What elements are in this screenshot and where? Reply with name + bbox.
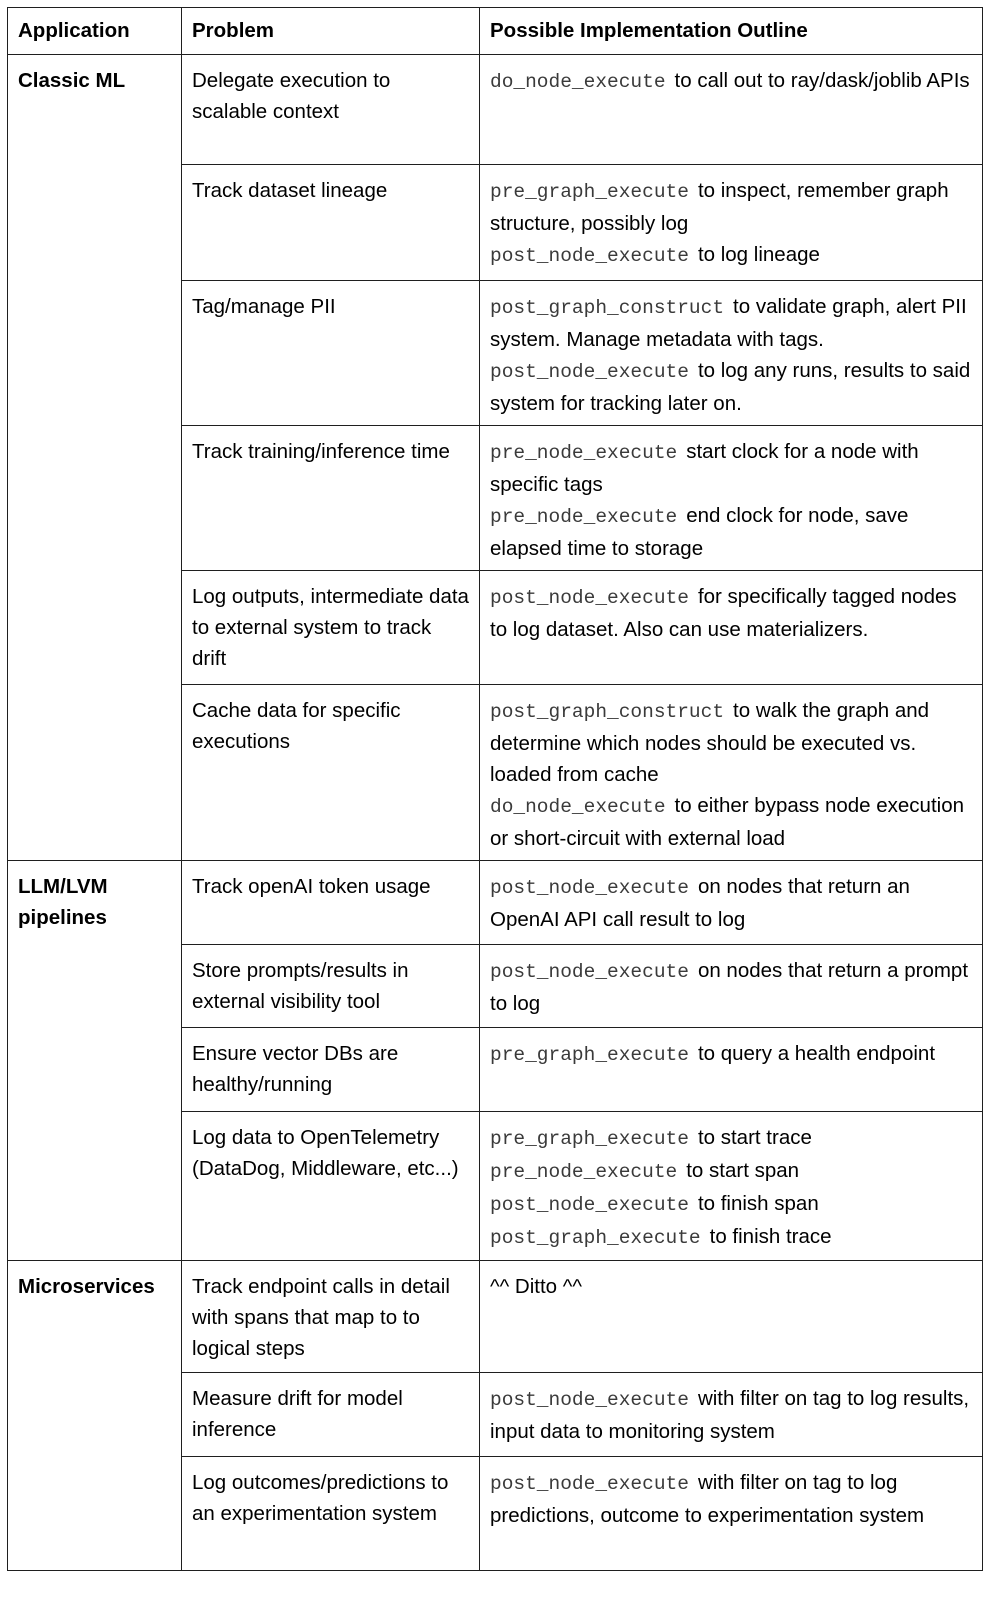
problem-cell: Log data to OpenTelemetry (DataDog, Middleware, etc...) [182, 1112, 480, 1261]
hooks-applications-table [7, 7, 983, 1571]
problem-cell: Tag/manage PII [182, 281, 480, 426]
implementation-text: to validate graph, alert PII system. Manage metadata with tags. [490, 295, 967, 351]
implementation-line [490, 1271, 974, 1302]
implementation-cell [480, 281, 983, 426]
implementation-text: with filter on tag to log results, input data to monitoring system [490, 1387, 970, 1443]
hook-name: pre_graph_execute [490, 181, 689, 203]
implementation-line [490, 175, 974, 239]
hook-name: post_node_execute [490, 1194, 689, 1216]
implementation-cell [480, 861, 983, 945]
implementation-line [490, 1467, 974, 1531]
implementation-cell [480, 1112, 983, 1261]
implementation-text: to log any runs, results to said system for tracking later on. [490, 359, 971, 415]
hook-name: post_node_execute [490, 961, 689, 983]
implementation-text: on nodes that return an OpenAI API call result to log [490, 875, 910, 931]
implementation-line [490, 955, 974, 1019]
implementation-cell [480, 1373, 983, 1457]
problem-cell: Track training/inference time [182, 426, 480, 571]
implementation-line [490, 355, 974, 419]
implementation-text: to finish span [697, 1192, 819, 1215]
implementation-line [490, 239, 974, 272]
implementation-text: to finish trace [709, 1225, 832, 1248]
application-cell: LLM/LVM pipelines [8, 861, 182, 1261]
implementation-text: start clock for a node with specific tags [490, 440, 919, 496]
implementation-text: to call out to ray/dask/joblib APIs [674, 69, 970, 92]
implementation-cell [480, 1261, 983, 1373]
implementation-text: ^^ Ditto ^^ [490, 1275, 583, 1298]
hook-name: pre_node_execute [490, 506, 678, 528]
hook-name: post_node_execute [490, 361, 689, 383]
hook-name: post_node_execute [490, 587, 689, 609]
hook-name: post_graph_construct [490, 701, 725, 723]
hook-name: pre_graph_execute [490, 1044, 689, 1066]
hook-name: post_node_execute [490, 877, 689, 899]
implementation-line [490, 1122, 974, 1155]
implementation-line [490, 65, 974, 98]
implementation-cell [480, 571, 983, 685]
hook-name: post_graph_execute [490, 1227, 701, 1249]
hook-name: do_node_execute [490, 71, 666, 93]
implementation-text: on nodes that return a prompt to log [490, 959, 969, 1015]
table-row [8, 861, 983, 945]
problem-cell: Delegate execution to scalable context [182, 55, 480, 165]
problem-cell: Store prompts/results in external visibility tool [182, 945, 480, 1028]
application-cell: Microservices [8, 1261, 182, 1571]
hook-name: pre_graph_execute [490, 1128, 689, 1150]
problem-cell: Track openAI token usage [182, 861, 480, 945]
implementation-text: end clock for node, save elapsed time to storage [490, 504, 909, 560]
hook-name: post_node_execute [490, 245, 689, 267]
implementation-cell [480, 55, 983, 165]
problem-cell: Log outputs, intermediate data to external system to track drift [182, 571, 480, 685]
implementation-line [490, 1188, 974, 1221]
implementation-cell [480, 426, 983, 571]
implementation-text: to walk the graph and determine which nodes should be executed vs. loaded from cache [490, 699, 930, 786]
implementation-line [490, 1038, 974, 1071]
table-row [8, 55, 983, 165]
implementation-line [490, 500, 974, 564]
header-row [8, 8, 983, 55]
implementation-line [490, 871, 974, 935]
problem-cell: Track dataset lineage [182, 165, 480, 281]
implementation-cell [480, 1457, 983, 1571]
header-application: Application [8, 8, 182, 55]
implementation-text: to query a health endpoint [697, 1042, 936, 1065]
implementation-cell [480, 945, 983, 1028]
header-implementation: Possible Implementation Outline [480, 8, 983, 55]
problem-cell: Cache data for specific executions [182, 685, 480, 861]
table-body [8, 55, 983, 1571]
implementation-cell [480, 165, 983, 281]
header-problem: Problem [182, 8, 480, 55]
hook-name: do_node_execute [490, 796, 666, 818]
implementation-line [490, 1155, 974, 1188]
implementation-line [490, 436, 974, 500]
problem-cell: Log outcomes/predictions to an experimentation system [182, 1457, 480, 1571]
implementation-line [490, 790, 974, 854]
implementation-cell [480, 1028, 983, 1112]
implementation-text: to either bypass node execution or short-circuit with external load [490, 794, 965, 850]
hook-name: post_graph_construct [490, 297, 725, 319]
implementation-line [490, 291, 974, 355]
table-row [8, 1261, 983, 1373]
implementation-text: to start trace [697, 1126, 812, 1149]
implementation-text: for specifically tagged nodes to log dataset. Also can use materializers. [490, 585, 957, 641]
implementation-line [490, 695, 974, 790]
problem-cell: Measure drift for model inference [182, 1373, 480, 1457]
implementation-text: to log lineage [697, 243, 820, 266]
application-cell: Classic ML [8, 55, 182, 861]
hook-name: pre_node_execute [490, 1161, 678, 1183]
hook-name: post_node_execute [490, 1473, 689, 1495]
implementation-cell [480, 685, 983, 861]
implementation-line [490, 1221, 974, 1254]
implementation-line [490, 581, 974, 645]
implementation-line [490, 1383, 974, 1447]
implementation-text: to start span [686, 1159, 800, 1182]
hook-name: post_node_execute [490, 1389, 689, 1411]
hook-name: pre_node_execute [490, 442, 678, 464]
problem-cell: Track endpoint calls in detail with spans that map to to logical steps [182, 1261, 480, 1373]
problem-cell: Ensure vector DBs are healthy/running [182, 1028, 480, 1112]
implementation-text: with filter on tag to log predictions, outcome to experimentation system [490, 1471, 925, 1527]
implementation-text: to inspect, remember graph structure, possibly log [490, 179, 949, 235]
